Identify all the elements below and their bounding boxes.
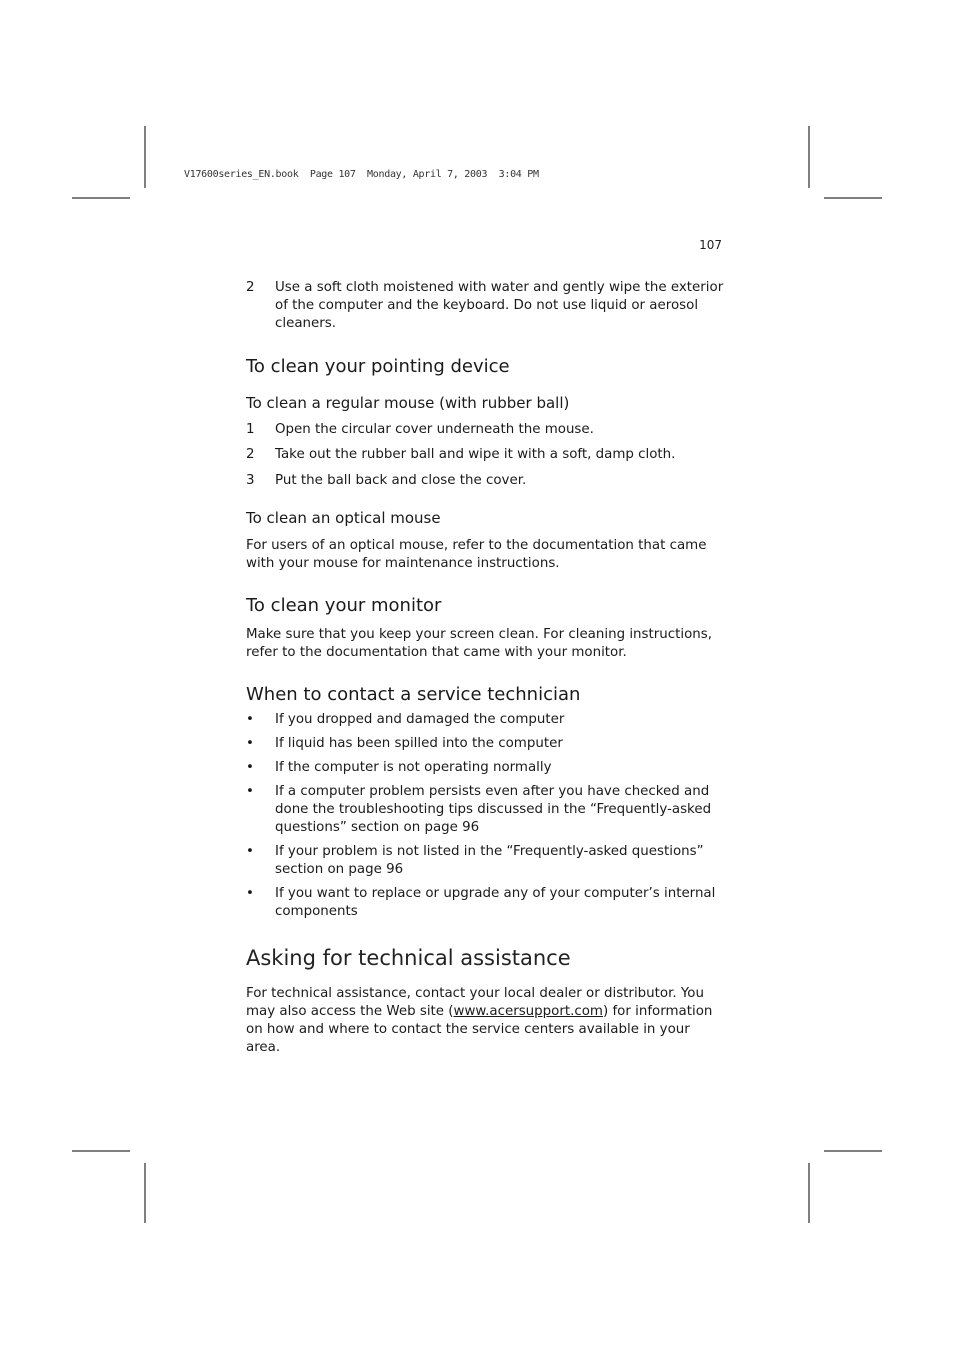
step-number: 3 [246, 473, 255, 488]
step-number: 1 [246, 422, 255, 437]
bullet-item [246, 711, 726, 729]
bullet-text: If your problem is not listed in the “Frequently-asked questions” section on page 96 [275, 844, 704, 877]
step-number: 2 [246, 447, 255, 462]
step-number: 2 [246, 280, 255, 295]
support-link[interactable]: www.acersupport.com [453, 1004, 603, 1019]
paragraph [246, 985, 726, 1057]
section-heading: To clean your monitor [246, 595, 442, 616]
bullet: • [246, 844, 254, 859]
paragraph: Make sure that you keep your screen clean. For cleaning instructions, refer to the documentation that came with your monitor. [246, 627, 713, 660]
subsection-heading: To clean an optical mouse [246, 509, 441, 527]
bullet-item [246, 885, 726, 921]
list-item [246, 446, 726, 464]
bullet: • [246, 712, 254, 727]
bullet-item [246, 735, 726, 753]
list-item [246, 279, 726, 333]
bullet: • [246, 784, 254, 799]
paragraph: For users of an optical mouse, refer to the documentation that came with your mouse for maintenance instructions. [246, 538, 707, 571]
page-content [246, 279, 726, 1057]
chapter-heading: Asking for technical assistance [246, 946, 571, 970]
bullet: • [246, 736, 254, 751]
step-text: Use a soft cloth moistened with water and gently wipe the exterior of the computer and the keyboard. Do not use liquid or aerosol cleaners. [275, 280, 724, 331]
bullet: • [246, 760, 254, 775]
step-text: Open the circular cover underneath the mouse. [275, 422, 594, 437]
bullet-item [246, 783, 726, 837]
bullet-item [246, 843, 726, 879]
section-heading: To clean your pointing device [246, 356, 510, 377]
bullet-text: If liquid has been spilled into the computer [275, 736, 563, 751]
page-number: 107 [699, 238, 722, 252]
bullet-text: If you dropped and damaged the computer [275, 712, 565, 727]
bullet: • [246, 886, 254, 901]
subsection-heading: To clean a regular mouse (with rubber ball) [246, 394, 570, 412]
paragraph-text: For technical assistance, contact your local dealer or distributor. You may also access the Web site ( [246, 986, 704, 1019]
print-metadata: V17600series_EN.book Page 107 Monday, April 7, 2003 3:04 PM [184, 169, 539, 180]
step-text: Take out the rubber ball and wipe it with a soft, damp cloth. [275, 447, 676, 462]
section-heading: When to contact a service technician [246, 684, 581, 705]
step-text: Put the ball back and close the cover. [275, 473, 527, 488]
bullet-item [246, 759, 726, 777]
paragraph-text: ) for information on how and where to contact the service centers available in your area. [246, 1004, 713, 1055]
bullet-text: If the computer is not operating normally [275, 760, 552, 775]
bullet-text: If you want to replace or upgrade any of your computer’s internal components [275, 886, 716, 919]
list-item [246, 421, 726, 439]
list-item [246, 472, 726, 490]
bullet-text: If a computer problem persists even after you have checked and done the troubleshooting tips discussed in the “Frequently-asked questions” section on page 96 [275, 784, 712, 835]
